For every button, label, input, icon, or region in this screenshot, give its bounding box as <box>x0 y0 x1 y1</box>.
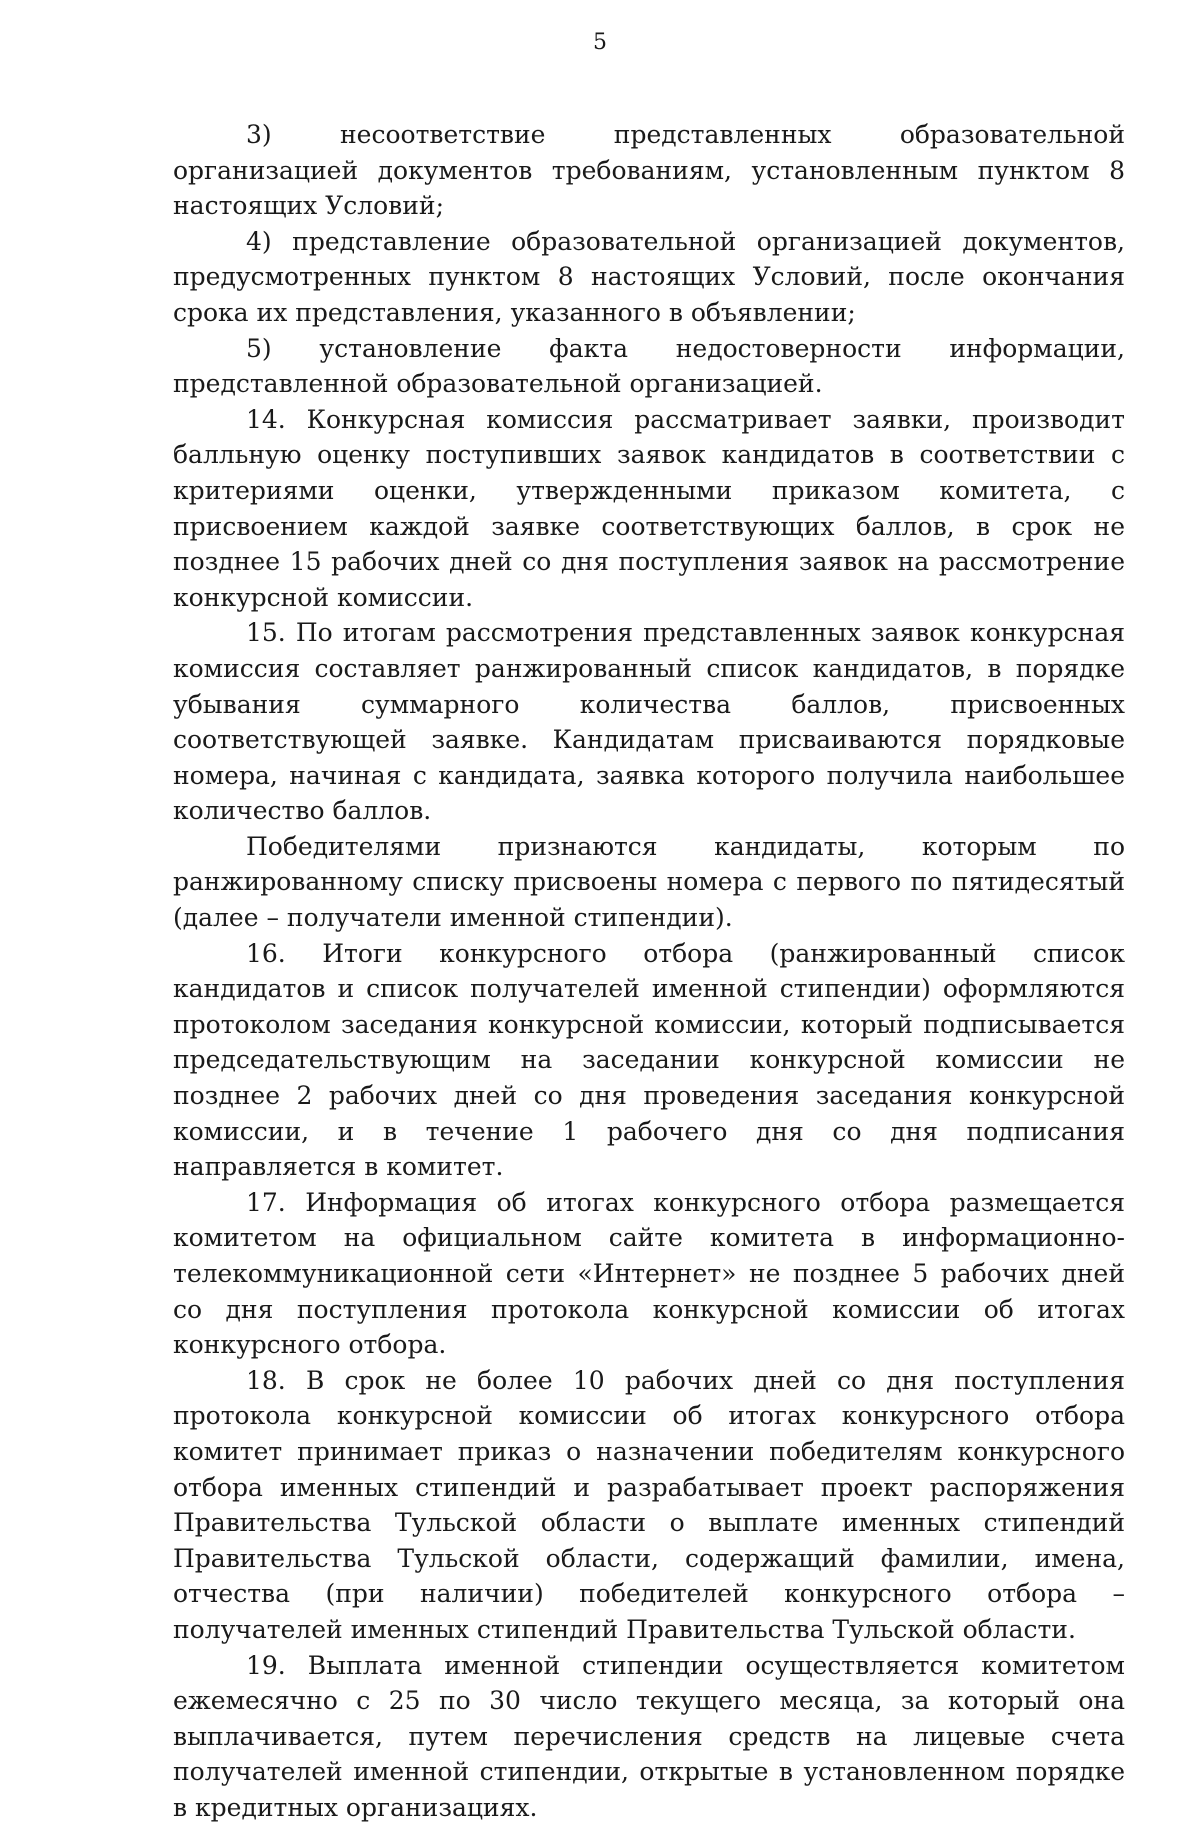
paragraph-item-4: 4) представление образовательной организацией документов, предусмотренных пунктом 8 настоящих Условий, после окончания срока их представления, указанного в объявлении; <box>173 226 1125 327</box>
paragraph-winners: Победителями признаются кандидаты, которым по ранжированному списку присвоены номера с первого по пятидесятый (далее – получатели именной стипендии). <box>173 831 1125 933</box>
paragraph-item-5: 5) установление факта недостоверности информации, представленной образовательной организацией. <box>173 333 1125 399</box>
page-number: 5 <box>593 30 607 55</box>
paragraph-item-3: 3) несоответствие представленных образовательной организацией документов требованиям, установленным пунктом 8 настоящих Условий; <box>173 120 1125 221</box>
document-body <box>173 117 1125 1826</box>
paragraph-clause-17: 17. Информация об итогах конкурсного отбора размещается комитетом на официальном сайте комитета в информационно-телекоммуникационной сети «Интернет» не позднее 5 рабочих дней со дня поступления протокола конкурсной комиссии об итогах конкурсного отбора. <box>173 1187 1125 1360</box>
paragraph-clause-14: 14. Конкурсная комиссия рассматривает заявки, производит балльную оценку поступивших заявок кандидатов в соответствии с критериями оценки, утвержденными приказом комитета, с присвоением каждой заявке соответствующих баллов, в срок не позднее 15 рабочих дней со дня поступления заявок на рассмотрение конкурсной комиссии. <box>173 404 1125 612</box>
paragraph-clause-19: 19. Выплата именной стипендии осуществляется комитетом ежемесячно с 25 по 30 число текущего месяца, за который она выплачивается, путем перечисления средств на лицевые счета получателей именной стипендии, открытые в установленном порядке в кредитных организациях. <box>173 1650 1125 1822</box>
paragraph-clause-15: 15. По итогам рассмотрения представленных заявок конкурсная комиссия составляет ранжированный список кандидатов, в порядке убывания суммарного количества баллов, присвоенных соответствующей заявке. Кандидатам присваиваются порядковые номера, начиная с кандидата, заявка которого получила наибольшее количество баллов. <box>173 618 1125 826</box>
paragraph-clause-18: 18. В срок не более 10 рабочих дней со дня поступления протокола конкурсной комиссии об итогах конкурсного отбора комитет принимает приказ о назначении победителям конкурсного отбора именных стипендий и разрабатывает проект распоряжения Правительства Тульской области о выплате именных стипендий Правительства Тульской области, содержащий фамилии, имена, отчества (при наличии) победителей конкурсного отбора – получателей именных стипендий Правительства Тульской области. <box>173 1365 1125 1644</box>
paragraph-clause-16: 16. Итоги конкурсного отбора (ранжированный список кандидатов и список получателей именной стипендии) оформляются протоколом заседания конкурсной комиссии, который подписывается председательствующим на заседании конкурсной комиссии не позднее 2 рабочих дней со дня проведения заседания конкурсной комиссии, и в течение 1 рабочего дня со дня подписания направляется в комитет. <box>173 938 1125 1182</box>
